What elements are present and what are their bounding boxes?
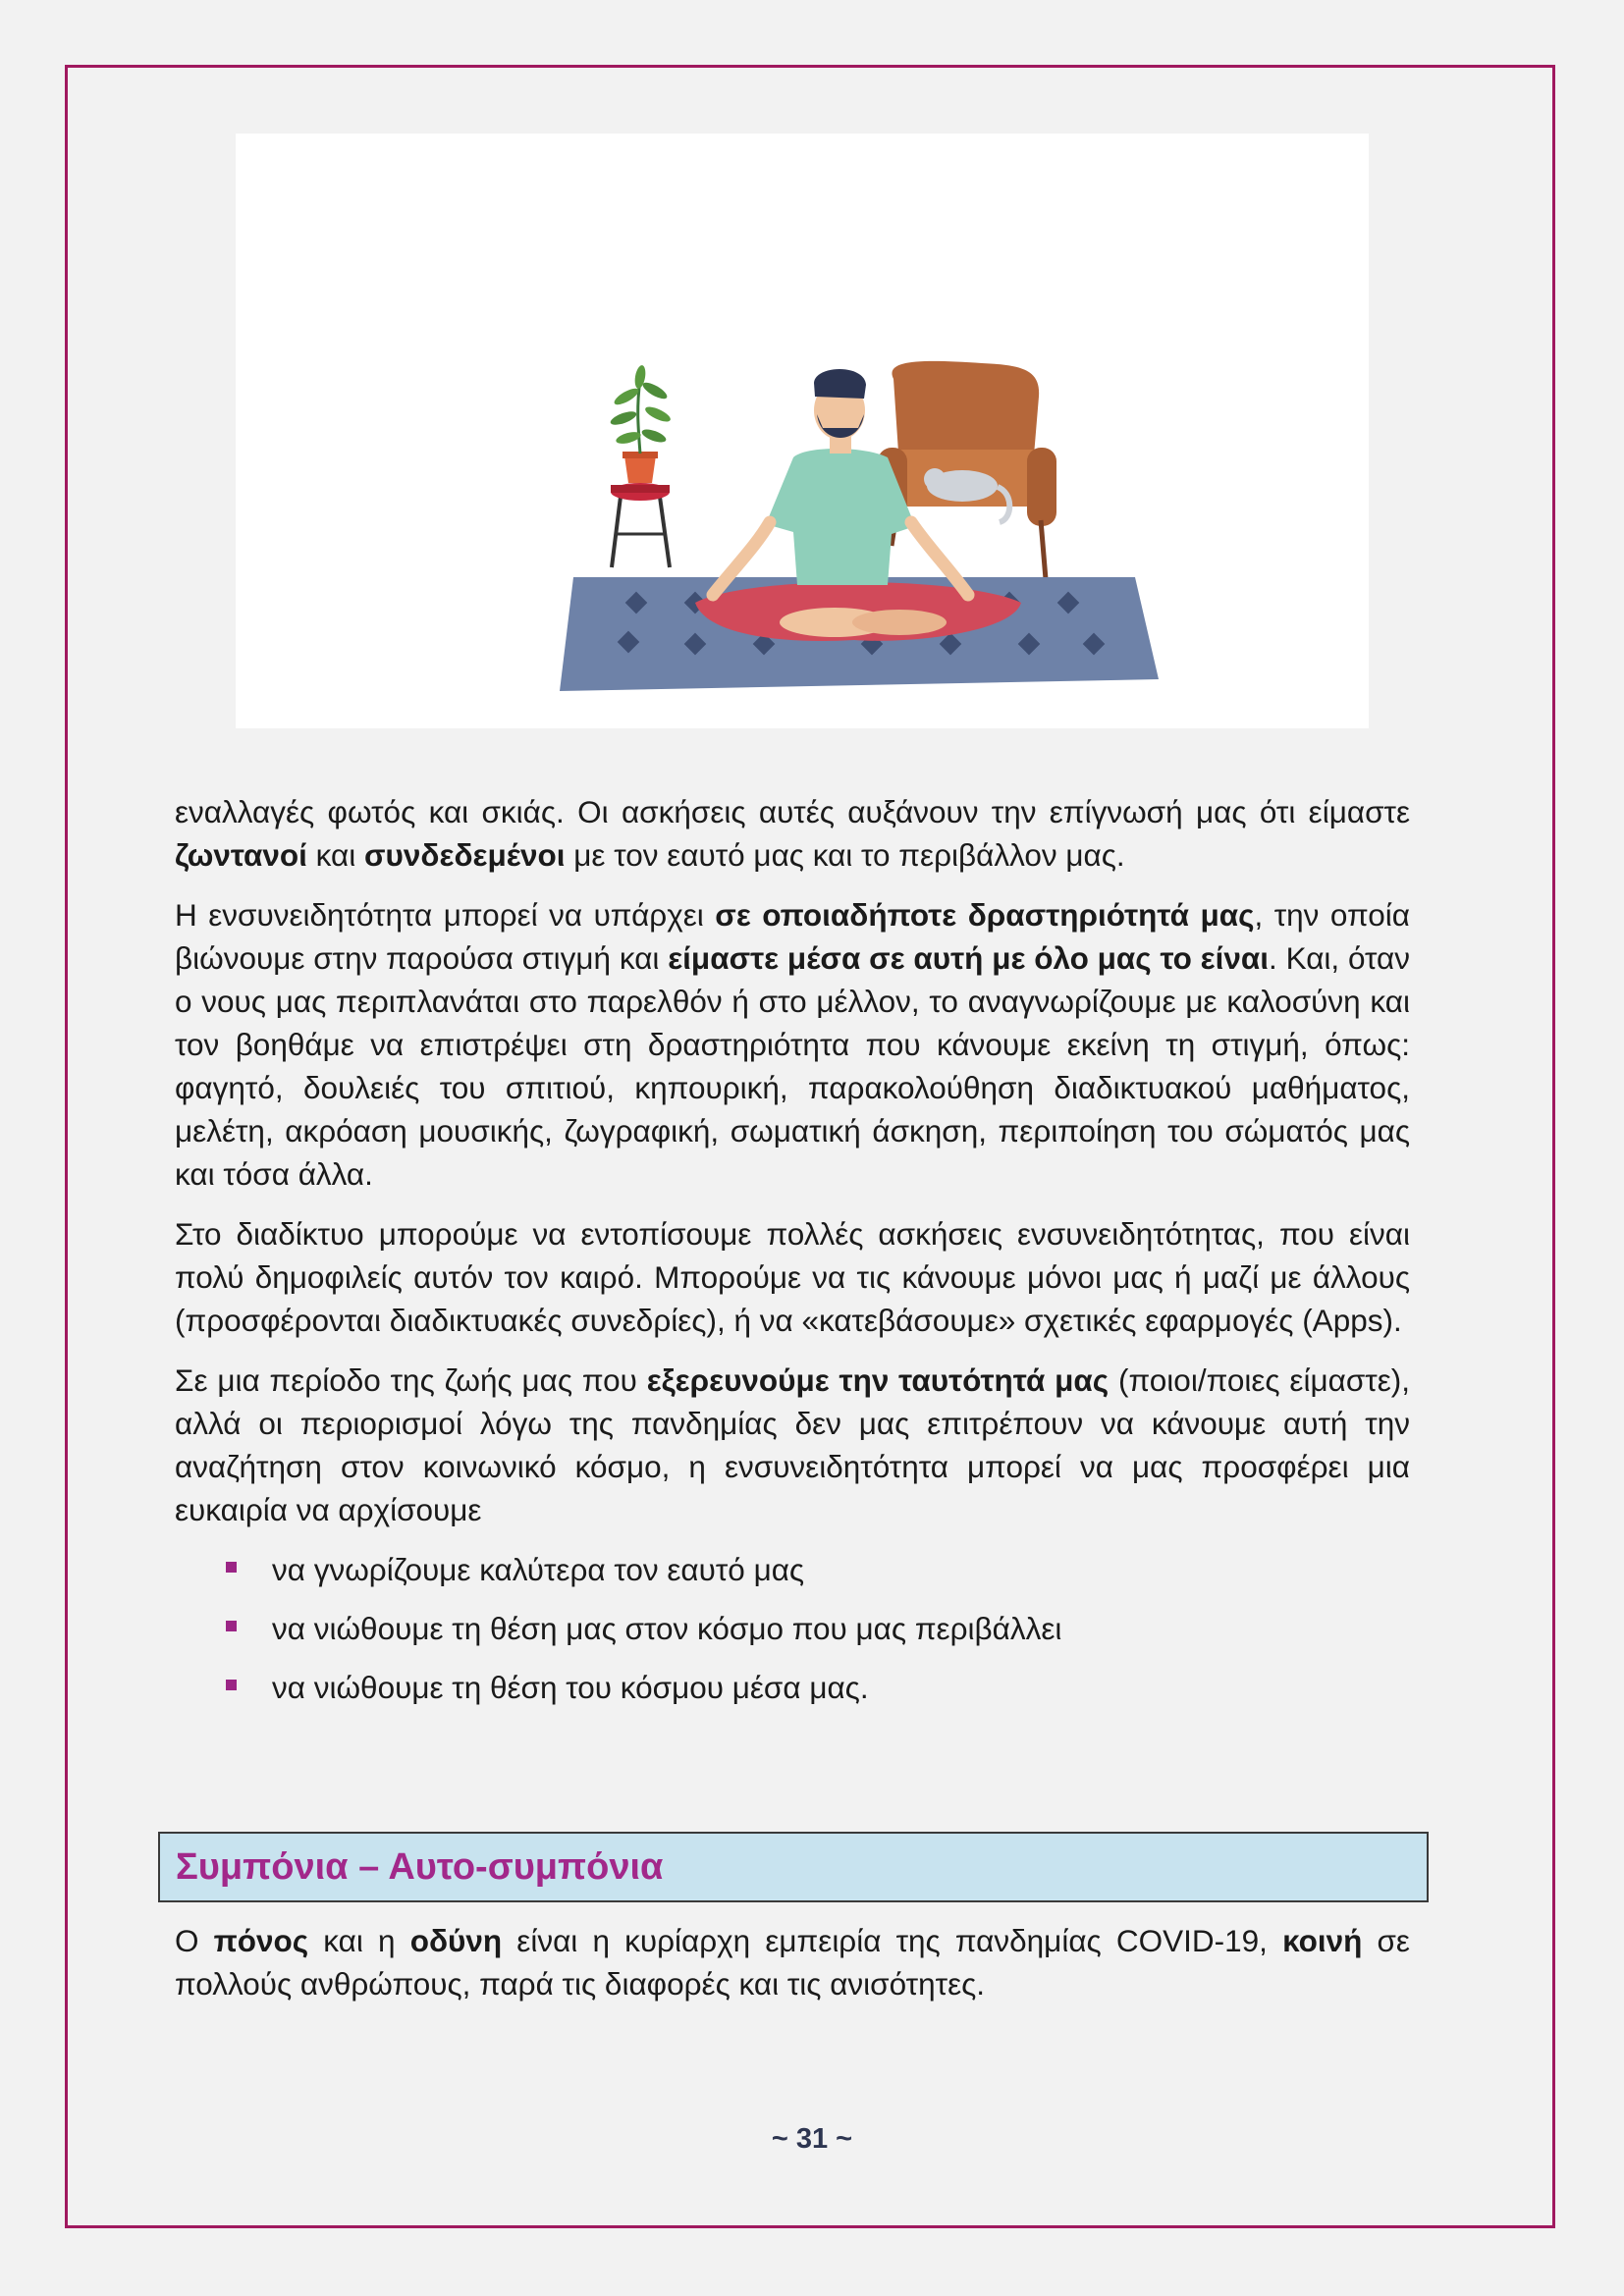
bold-text: είμαστε μέσα σε αυτή με όλο μας το είναι <box>668 940 1270 976</box>
list-item <box>175 1607 1410 1650</box>
paragraph <box>175 1919 1410 2005</box>
text-run: Σε μια περίοδο της ζωής μας που <box>175 1362 647 1398</box>
bold-text: εξερευνούμε την ταυτότητά μας <box>646 1362 1110 1398</box>
bold-text: κοινή <box>1282 1923 1363 1958</box>
text-run: και η <box>308 1923 410 1958</box>
meditating-person-icon <box>236 133 1369 728</box>
text-run: . Και, όταν ο νους μας περιπλανάται στο παρελθόν ή στο μέλλον, το αναγνωρίζουμε με καλοσύνη και τον βοηθάμε να επιστρέψει στη δραστηριότητα που κάνουμε εκείνη τη στιγμή, όπως: φαγητό, δουλειές του σπιτιού, κηπουρική, παρακολούθηση διαδικτυακού μαθήματος, μελέτη, ακρόαση μουσικής, ζωγραφική, σωματική άσκηση, περιποίηση του σώματός μας και τόσα άλλα. <box>175 940 1410 1192</box>
page-number: ~ 31 ~ <box>771 2123 853 2155</box>
bold-text: σε οποιαδήποτε δραστηριότητά μας <box>715 897 1255 933</box>
bold-text: οδύνη <box>409 1923 503 1958</box>
list-item-text: να νιώθουμε τη θέση του κόσμου μέσα μας. <box>272 1670 869 1705</box>
bold-text: συνδεδεμένοι <box>364 837 566 873</box>
bold-text: ζωντανοί <box>175 837 307 873</box>
text-run: εναλλαγές φωτός και σκιάς. Οι ασκήσεις αυτές αυξάνουν την επίγνωσή μας ότι είμαστε <box>175 794 1410 829</box>
paragraph <box>175 790 1410 877</box>
paragraph <box>175 893 1410 1196</box>
square-bullet-icon <box>226 1621 237 1631</box>
plant-icon <box>609 364 673 567</box>
text-run: Ο <box>175 1923 214 1958</box>
paragraph <box>175 1212 1410 1342</box>
bold-text: πόνος <box>213 1923 309 1958</box>
body-text <box>175 790 1410 1725</box>
text-run: και <box>306 837 364 873</box>
text-run: είναι η κυρίαρχη εμπειρία της πανδημίας COVID-19, <box>502 1923 1283 1958</box>
square-bullet-icon <box>226 1562 237 1573</box>
text-run: Στο διαδίκτυο μπορούμε να εντοπίσουμε πολλές ασκήσεις ενσυνειδητότητας, που είναι πολύ δημοφιλείς αυτόν τον καιρό. Μπορούμε να τις κάνουμε μόνοι μας ή μαζί με άλλους (προσφέρονται διαδικτυακές συνεδρίες), ή να «κατεβάσουμε» σχετικές εφαρμογές (Apps). <box>175 1216 1410 1338</box>
bullet-list <box>175 1548 1410 1709</box>
closing-text <box>175 1919 1410 2005</box>
list-item-text: να νιώθουμε τη θέση μας στον κόσμο που μας περιβάλλει <box>272 1611 1062 1646</box>
square-bullet-icon <box>226 1680 237 1690</box>
meditation-illustration <box>236 133 1369 728</box>
text-run: Η ενσυνειδητότητα μπορεί να υπάρχει <box>175 897 716 933</box>
list-item-text: να γνωρίζουμε καλύτερα τον εαυτό μας <box>272 1552 805 1587</box>
text-run: με τον εαυτό μας και το περιβάλλον μας. <box>565 837 1125 873</box>
list-item <box>175 1548 1410 1591</box>
section-title: Συμπόνια – Αυτο-συμπόνια <box>176 1846 664 1888</box>
text-run: , την οποία βιώνουμε στην παρούσα στιγμή και <box>175 897 1411 976</box>
text-run: σε πολλούς ανθρώπους, παρά τις διαφορές και τις ανισότητες. <box>175 1923 1410 2002</box>
armchair-icon <box>878 361 1056 591</box>
text-run: (ποιοι/ποιες είμαστε), αλλά οι περιορισμοί λόγω της πανδημίας δεν μας επιτρέπουν να κάνουμε αυτή την αναζήτηση στον κοινωνικό κόσμο, η ενσυνειδητότητα μπορεί να μας προσφέρει μια ευκαιρία να αρχίσουμε <box>175 1362 1410 1527</box>
section-heading-box <box>158 1832 1429 1902</box>
list-item <box>175 1666 1410 1709</box>
paragraph <box>175 1359 1410 1531</box>
